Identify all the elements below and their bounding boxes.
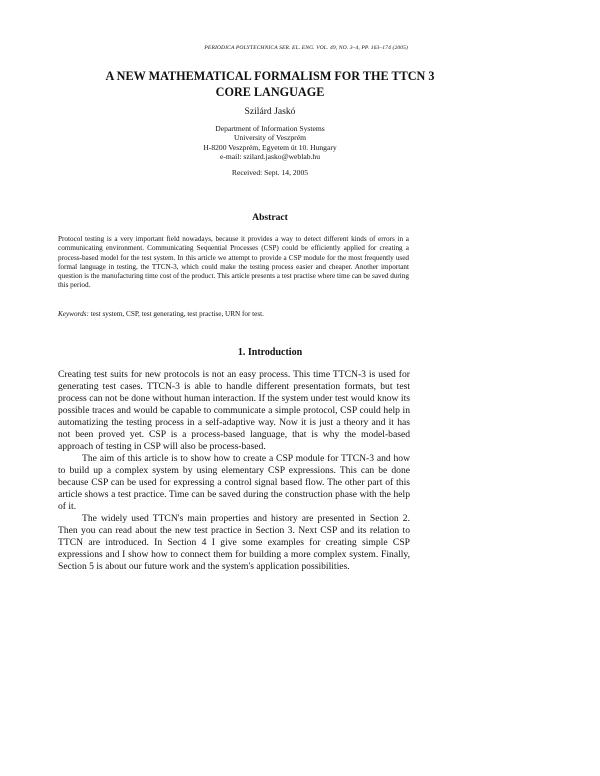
affiliation [60,124,480,161]
paragraph: The aim of this article is to show how to create a CSP module for TTCN-3 and how to build up a complex system by using elementary CSP expressions. This can be done because CSP can be used for expressing a control signal based flow. The other part of this article shows a test practice. Time can be saved during the construction phase with the help of it. [58,453,410,512]
title-line-1: A NEW MATHEMATICAL FORMALISM FOR THE TTCN 3 [105,69,435,83]
running-head: PERIODICA POLYTECHNICA SER. EL. ENG. VOL. 49, NO. 3–4, PP. 163–174 (2005) [204,45,408,51]
received-date: Received: Sept. 14, 2005 [231,168,309,177]
keywords-text: test system, CSP, test generating, test practise, URN for test. [90,310,264,318]
abstract-text: Protocol testing is a very important field nowadays, because it provides a way to detect different kinds of errors in a communicating environment. Communicating Sequential Processes (CSP) could be efficiently applied for creating a process-based model for the test system. In this article we attempt to provide a CSP module for the most frequently used formal language in testing, the TTCN-3, which could make the testing process easier and cheaper. Another important question is the manufacturing time cost of the product. This article presents a test practise where time can be saved during this period. [58,235,409,290]
paper-title [60,68,480,100]
keywords-label: Keywords: [58,310,89,318]
paragraph: The widely used TTCN's main properties and history are presented in Section 2. Then you can read about the new test practice in Section 3. Next CSP and its relation to TTCN are introduced. In Section 4 I give some examples for creating simple CSP expressions and I show how to connect them for building a more complex system. Finally, Section 5 is about our future work and the system's application possibilities. [58,513,410,572]
affiliation-email: e-mail: szilard.jasko@weblab.hu [220,151,320,161]
author-name: Szilárd Jaskó [244,106,296,117]
paragraph: Creating test suits for new protocols is not an easy process. This time TTCN-3 is used for generating test cases. TTCN-3 is able to handle different presentation formats, but test process can not be done without human interaction. If the system under test would know its possible traces and would be capable to communicate a simple protocol, CSP could help in automatizing the testing process in a self-adaptive way. Now it is just a theory and it has not been proved yet. CSP is a process-based language, that is why the model-based approach of testing in CSP will also be process-based. [58,369,410,452]
introduction-body [58,369,410,573]
affiliation-address: H-8200 Veszprém, Egyetem út 10. Hungary [203,142,337,152]
affiliation-university: University of Veszprém [234,133,306,143]
title-line-2: CORE LANGUAGE [215,85,325,99]
section-heading-introduction: 1. Introduction [237,347,303,358]
abstract-heading: Abstract [252,212,288,223]
keywords [58,310,418,319]
affiliation-dept: Department of Information Systems [215,124,325,133]
